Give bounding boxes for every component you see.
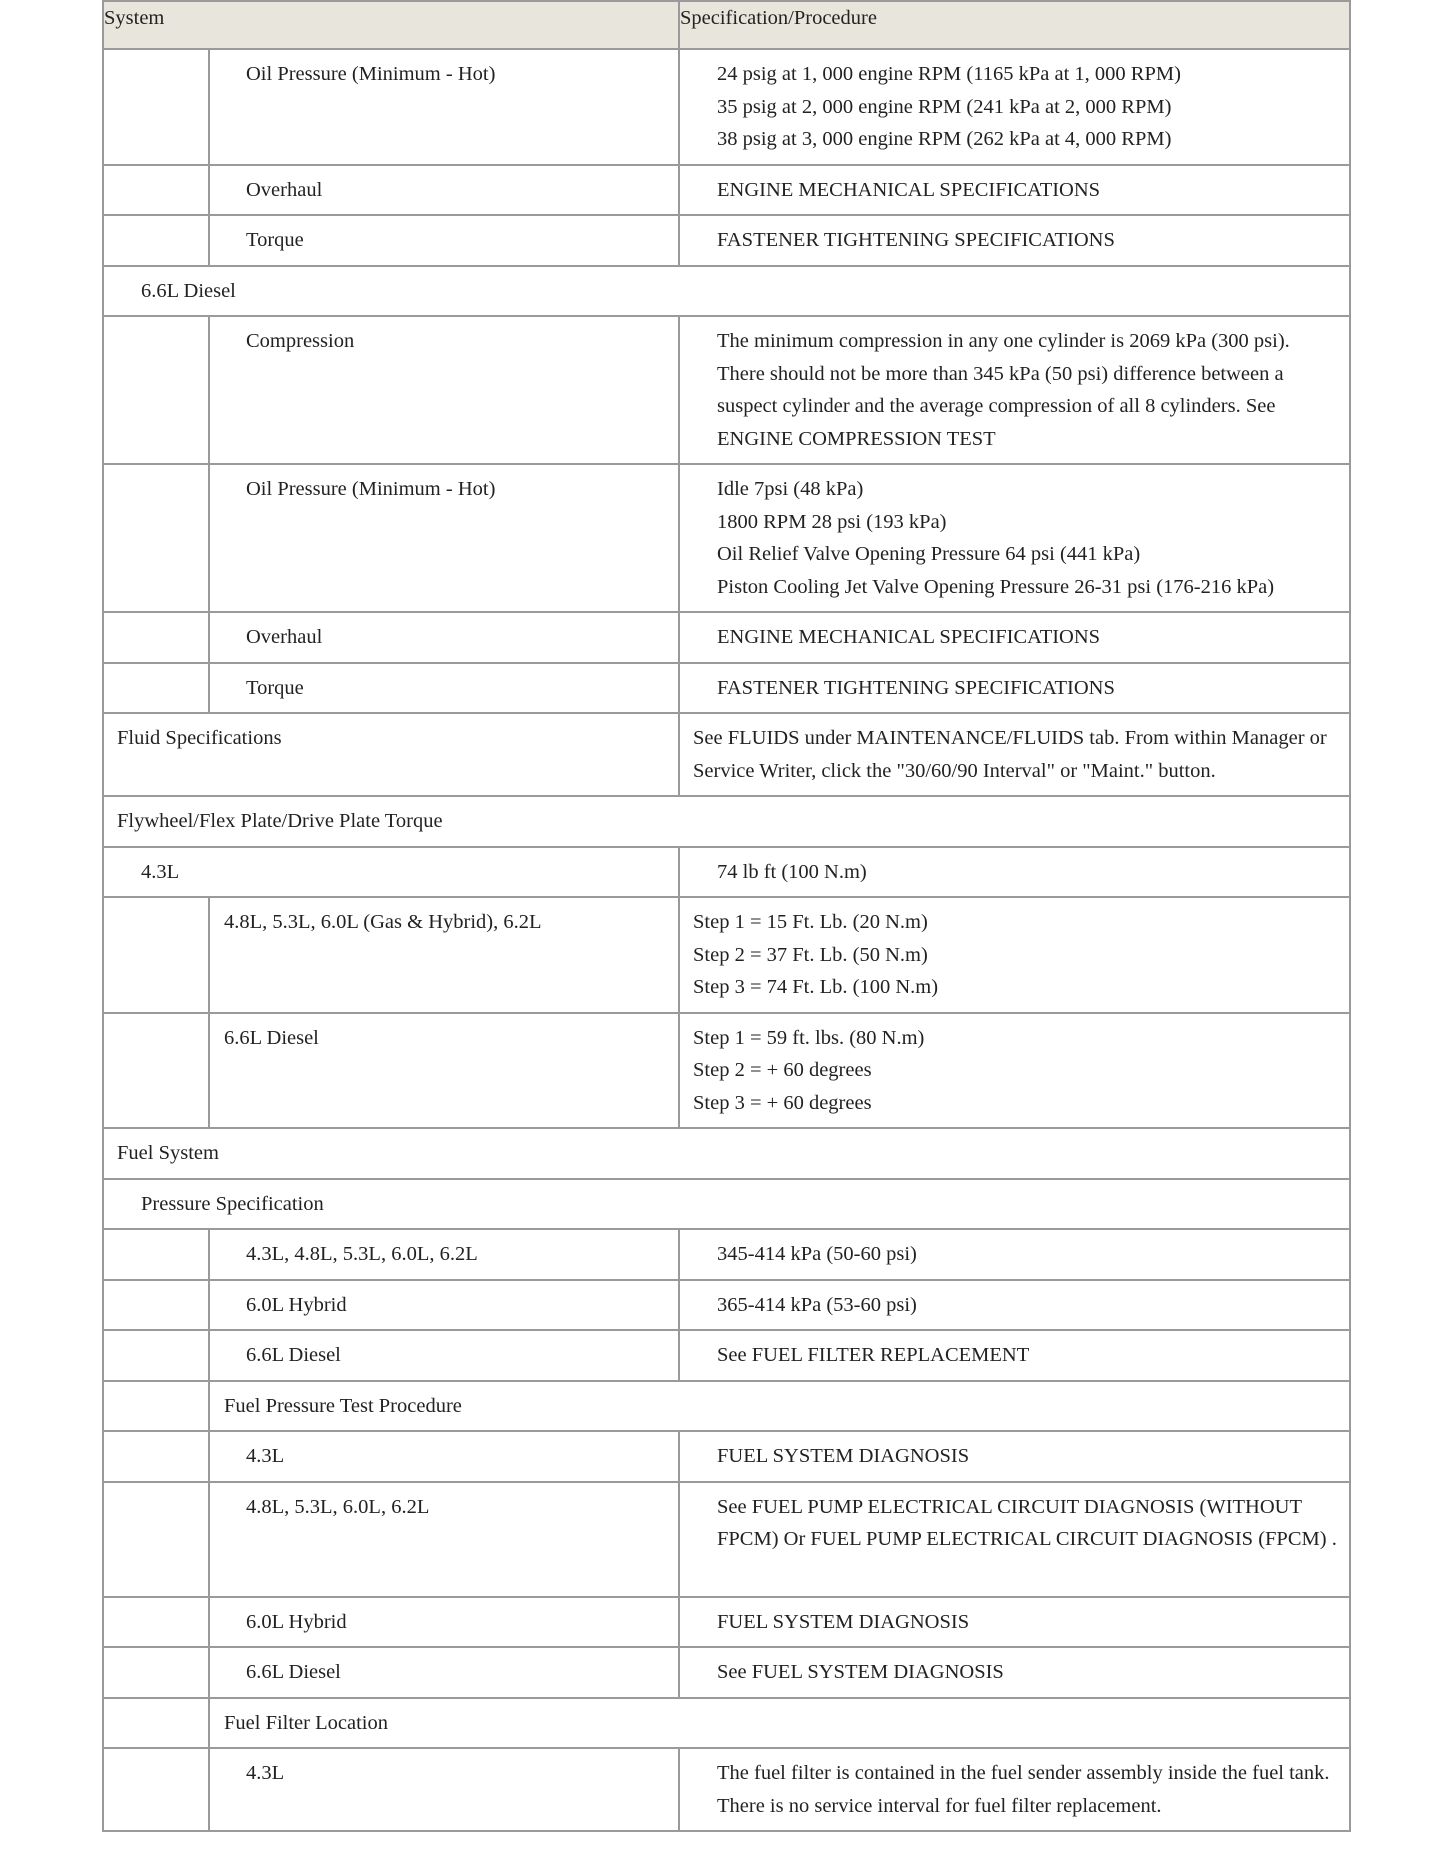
section-cell	[103, 1179, 1350, 1230]
table-row	[103, 713, 1350, 796]
row-spec-cell	[679, 49, 1350, 165]
table-row	[103, 1597, 1350, 1648]
indent-cell	[103, 1280, 209, 1331]
section-cell	[103, 1128, 1350, 1179]
table-row	[103, 612, 1350, 663]
indent-cell	[103, 1748, 209, 1831]
header-spec: Specification/Procedure	[679, 1, 1350, 49]
table-header-row	[103, 1, 1350, 49]
specification-table	[102, 0, 1351, 1832]
table-row	[103, 266, 1350, 317]
spec-line: The minimum compression in any one cylinder is 2069 kPa (300 psi). There should not be more than 345 kPa (50 psi) difference between a suspect cylinder and the average compression of all 8 cylinders. See ENGINE COMPRESSION TEST	[717, 330, 1290, 450]
row-spec-cell	[679, 897, 1350, 1013]
spec-line: 24 psig at 1, 000 engine RPM (1165 kPa at 1, 000 RPM)	[717, 63, 1181, 85]
spec-line: ENGINE MECHANICAL SPECIFICATIONS	[717, 178, 1101, 201]
row-label: Oil Pressure (Minimum - Hot)	[246, 478, 496, 500]
table-row	[103, 897, 1350, 1013]
row-label-cell	[209, 1330, 679, 1381]
table-row	[103, 1381, 1350, 1432]
row-label-cell	[209, 1748, 679, 1831]
spec-line: 74 lb ft (100 N.m)	[717, 860, 867, 883]
row-label: Overhaul	[246, 626, 323, 648]
row-spec-cell	[679, 1597, 1350, 1648]
row-spec-cell	[679, 316, 1350, 464]
spec-line: Step 2 = + 60 degrees	[693, 1059, 872, 1081]
row-label: Oil Pressure (Minimum - Hot)	[246, 63, 496, 85]
spec-line: Step 1 = 15 Ft. Lb. (20 N.m)	[693, 911, 928, 933]
section-label: Pressure Specification	[141, 1192, 324, 1215]
table-row	[103, 1647, 1350, 1698]
row-label-cell	[209, 1647, 679, 1698]
row-label-cell	[209, 1280, 679, 1331]
row-label-cell	[209, 663, 679, 714]
row-label: 4.3L	[141, 860, 180, 883]
table-row	[103, 1179, 1350, 1230]
indent-cell	[103, 1698, 209, 1749]
row-label-cell	[209, 316, 679, 464]
row-spec-cell	[679, 215, 1350, 266]
spec-line: The fuel filter is contained in the fuel sender assembly inside the fuel tank. There is no service interval for fuel filter replacement.	[717, 1762, 1330, 1817]
row-label: Torque	[246, 229, 304, 251]
row-label: Compression	[246, 330, 355, 352]
indent-cell	[103, 1482, 209, 1597]
row-label: Torque	[246, 676, 304, 699]
indent-cell	[103, 1229, 209, 1280]
row-label-cell	[209, 1482, 679, 1597]
spec-line: ENGINE MECHANICAL SPECIFICATIONS	[717, 626, 1101, 648]
indent-cell	[103, 215, 209, 266]
row-spec-cell	[679, 1229, 1350, 1280]
subsection-cell	[209, 1381, 1350, 1432]
section-label: 6.6L Diesel	[141, 279, 236, 302]
row-label: 6.6L Diesel	[246, 1344, 341, 1366]
table-row	[103, 1748, 1350, 1831]
table-row	[103, 1482, 1350, 1597]
header-system: System	[103, 1, 679, 49]
row-label: Overhaul	[246, 178, 323, 201]
table-row	[103, 1431, 1350, 1482]
table-row	[103, 1330, 1350, 1381]
table-row	[103, 1229, 1350, 1280]
row-label-cell	[209, 49, 679, 165]
spec-line: Step 3 = + 60 degrees	[693, 1091, 872, 1114]
row-spec-cell	[679, 1013, 1350, 1129]
spec-line: 38 psig at 3, 000 engine RPM (262 kPa at 4, 000 RPM)	[717, 128, 1172, 150]
table-row	[103, 1280, 1350, 1331]
table-row	[103, 663, 1350, 714]
table-row	[103, 165, 1350, 216]
row-label: 4.8L, 5.3L, 6.0L (Gas & Hybrid), 6.2L	[224, 911, 542, 933]
spec-line: 35 psig at 2, 000 engine RPM (241 kPa at 2, 000 RPM)	[717, 95, 1172, 118]
indent-cell	[103, 663, 209, 714]
spec-line: See FUEL PUMP ELECTRICAL CIRCUIT DIAGNOSIS (WITHOUT FPCM) Or FUEL PUMP ELECTRICAL CIRCUIT DIAGNOSIS (FPCM) .	[717, 1495, 1337, 1550]
row-spec-cell	[679, 663, 1350, 714]
spec-line: See FUEL FILTER REPLACEMENT	[717, 1344, 1030, 1366]
spec-line: 1800 RPM 28 psi (193 kPa)	[717, 510, 947, 533]
spec-line: Step 1 = 59 ft. lbs. (80 N.m)	[693, 1026, 925, 1049]
spec-line: FUEL SYSTEM DIAGNOSIS	[717, 1610, 970, 1633]
spec-line: Idle 7psi (48 kPa)	[717, 478, 864, 500]
spec-line: FUEL SYSTEM DIAGNOSIS	[717, 1445, 970, 1467]
row-label-cell	[209, 1229, 679, 1280]
indent-cell	[103, 1330, 209, 1381]
spec-line: FASTENER TIGHTENING SPECIFICATIONS	[717, 229, 1115, 251]
table-row	[103, 316, 1350, 464]
section-cell	[103, 266, 1350, 317]
spec-line: 345-414 kPa (50-60 psi)	[717, 1243, 917, 1265]
spec-line: 365-414 kPa (53-60 psi)	[717, 1293, 917, 1316]
row-label: 6.0L Hybrid	[246, 1610, 347, 1633]
row-spec-cell	[679, 1280, 1350, 1331]
row-spec-cell	[679, 713, 1350, 796]
row-label-cell	[209, 165, 679, 216]
table-row	[103, 1698, 1350, 1749]
row-spec-cell	[679, 1482, 1350, 1597]
indent-cell	[103, 316, 209, 464]
row-label: 4.8L, 5.3L, 6.0L, 6.2L	[246, 1495, 430, 1518]
row-label-cell	[103, 713, 679, 796]
table-row	[103, 1013, 1350, 1129]
row-spec-cell	[679, 1431, 1350, 1482]
row-label: Fluid Specifications	[117, 727, 282, 749]
row-label-cell	[209, 464, 679, 612]
row-label: 6.6L Diesel	[246, 1661, 341, 1683]
indent-cell	[103, 1431, 209, 1482]
row-spec-cell	[679, 464, 1350, 612]
indent-cell	[103, 464, 209, 612]
row-label: 4.3L	[246, 1762, 285, 1784]
subsection-cell	[209, 1698, 1350, 1749]
row-spec-cell	[679, 1647, 1350, 1698]
row-spec-cell	[679, 1330, 1350, 1381]
indent-cell	[103, 165, 209, 216]
table-row	[103, 215, 1350, 266]
row-label-cell	[209, 1597, 679, 1648]
row-label: 6.6L Diesel	[224, 1026, 319, 1049]
spec-line: See FUEL SYSTEM DIAGNOSIS	[717, 1661, 1004, 1683]
row-spec-cell	[679, 612, 1350, 663]
spec-line: See FLUIDS under MAINTENANCE/FLUIDS tab. From within Manager or Service Writer, click the "30/60/90 Interval" or "Maint." button.	[693, 727, 1327, 782]
spec-line: Step 3 = 74 Ft. Lb. (100 N.m)	[693, 976, 939, 998]
section-label: Flywheel/Flex Plate/Drive Plate Torque	[117, 810, 443, 832]
indent-cell	[103, 1647, 209, 1698]
subsection-label: Fuel Pressure Test Procedure	[224, 1394, 462, 1417]
section-cell	[103, 796, 1350, 847]
indent-cell	[103, 897, 209, 1013]
row-label-cell	[103, 847, 679, 898]
row-label-cell	[209, 1013, 679, 1129]
row-label-cell	[209, 1431, 679, 1482]
row-label-cell	[209, 612, 679, 663]
indent-cell	[103, 1381, 209, 1432]
spec-line: Oil Relief Valve Opening Pressure 64 psi (441 kPa)	[717, 543, 1141, 565]
row-label-cell	[209, 215, 679, 266]
row-spec-cell	[679, 165, 1350, 216]
table-row	[103, 49, 1350, 165]
table-row	[103, 796, 1350, 847]
subsection-label: Fuel Filter Location	[224, 1711, 388, 1734]
table-row	[103, 847, 1350, 898]
row-spec-cell	[679, 1748, 1350, 1831]
indent-cell	[103, 1013, 209, 1129]
spec-line: Piston Cooling Jet Valve Opening Pressure 26-31 psi (176-216 kPa)	[717, 575, 1275, 598]
spec-line: Step 2 = 37 Ft. Lb. (50 N.m)	[693, 943, 928, 966]
indent-cell	[103, 49, 209, 165]
spec-line: FASTENER TIGHTENING SPECIFICATIONS	[717, 676, 1115, 699]
table-row	[103, 464, 1350, 612]
section-label: Fuel System	[117, 1142, 219, 1164]
row-spec-cell	[679, 847, 1350, 898]
row-label: 4.3L, 4.8L, 5.3L, 6.0L, 6.2L	[246, 1243, 478, 1265]
indent-cell	[103, 1597, 209, 1648]
table-row	[103, 1128, 1350, 1179]
row-label: 6.0L Hybrid	[246, 1293, 347, 1316]
row-label-cell	[209, 897, 679, 1013]
row-label: 4.3L	[246, 1445, 285, 1467]
indent-cell	[103, 612, 209, 663]
